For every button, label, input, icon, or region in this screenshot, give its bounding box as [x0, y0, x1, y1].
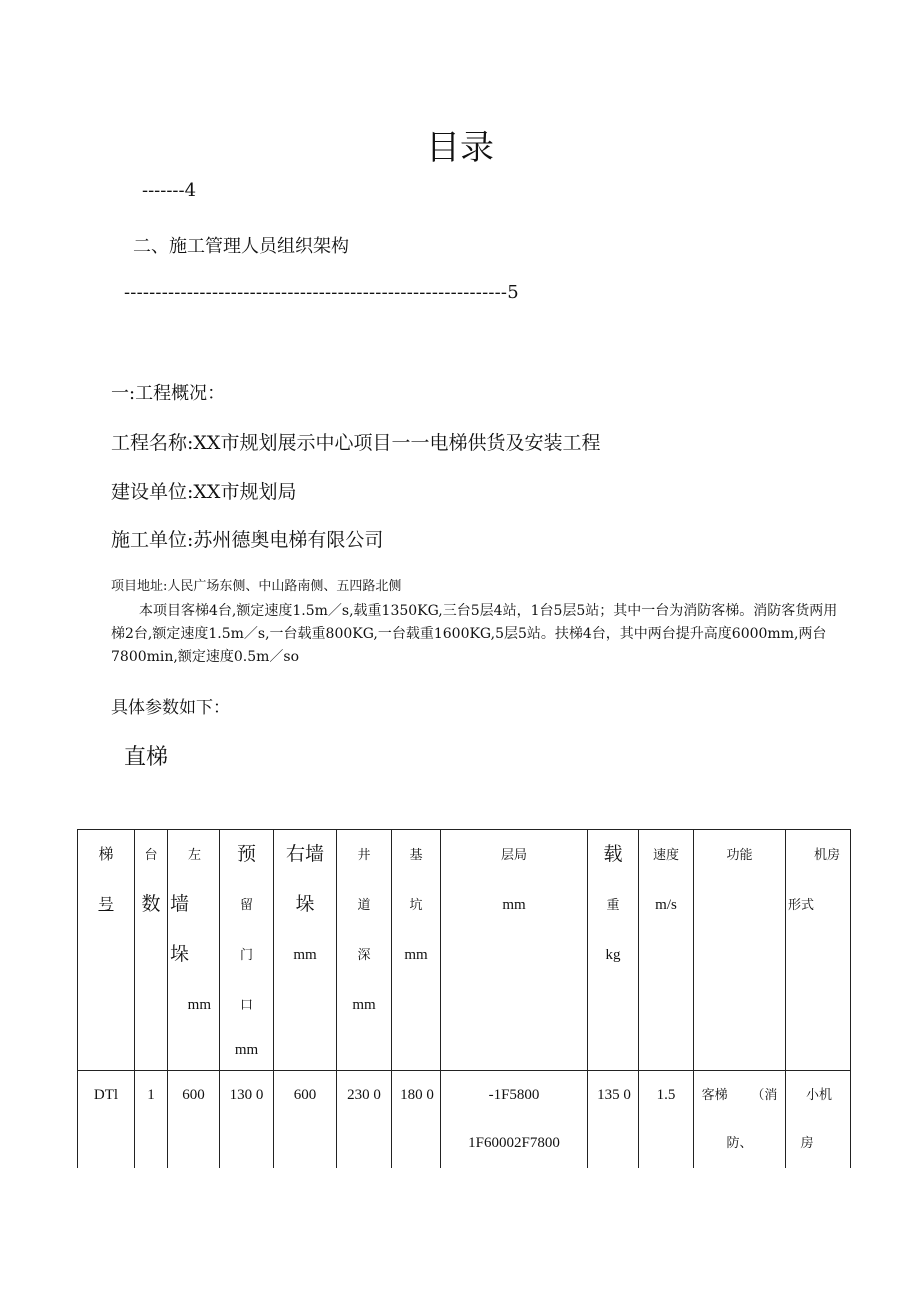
cell-text: 0	[373, 1087, 381, 1103]
header-text: 坑	[409, 897, 423, 912]
header-text: 左	[188, 847, 202, 862]
header-count	[135, 830, 168, 1071]
cell-text: 230	[347, 1087, 370, 1103]
contractor-unit: 施工单位:苏州德奥电梯有限公司	[111, 529, 384, 551]
header-text: mm	[352, 997, 376, 1013]
header-text: 台	[144, 847, 158, 862]
header-text: 层局	[500, 847, 527, 862]
cell-text: 房	[800, 1135, 814, 1150]
header-text: mm	[404, 947, 428, 963]
header-text: mm	[234, 1042, 259, 1058]
project-description: 本项目客梯4台,额定速度1.5m／s,载重1350KG,三台5层4站，1台5层5站；其中一台为消防客梯。消防客货两用梯2台,额定速度1.5m／s,一台载重800KG,一台载重1600KG,5层5站。扶梯4台，其中两台提升高度6000mm,两台7800min,额定速度0.5m／so	[111, 603, 838, 665]
header-shaft-depth	[337, 830, 392, 1071]
lift-heading: 直梯	[124, 745, 169, 770]
project-name: 工程名称:XX市规划展示中心项目一一电梯供货及安装工程	[111, 432, 601, 454]
header-door-opening	[220, 830, 274, 1071]
header-text: m/s	[655, 897, 677, 913]
cell-text: 客梯	[701, 1087, 728, 1102]
header-machine-room	[786, 830, 851, 1071]
cell-text: 小机	[805, 1087, 832, 1102]
header-text: 预	[236, 844, 256, 865]
header-text: 深	[357, 947, 371, 962]
cell-text: 1	[147, 1087, 155, 1103]
cell-text: 180	[400, 1087, 423, 1103]
header-text: mm	[293, 947, 317, 963]
header-text: 墙	[170, 894, 190, 915]
header-pit	[392, 830, 441, 1071]
cell-text: DTl	[93, 1087, 119, 1103]
cell-text: 135	[597, 1087, 620, 1103]
project-address: 项目地址:人民广场东侧、中山路南侧、五四路北侧	[111, 579, 402, 594]
header-text: 重	[606, 897, 620, 912]
header-lift-no	[78, 830, 135, 1071]
header-text: kg	[605, 947, 621, 963]
cell-text: （消防、	[726, 1087, 778, 1150]
header-text: 功能	[726, 847, 753, 862]
cell-text: -1F5800	[488, 1087, 540, 1103]
header-text: 垛	[295, 894, 315, 915]
header-text: mm	[187, 997, 211, 1013]
header-load	[588, 830, 639, 1071]
cell-text: 1F60002F7800	[468, 1135, 560, 1151]
header-text: mm	[502, 897, 526, 913]
cell-text: 600	[182, 1087, 205, 1103]
lift-parameter-table	[77, 829, 851, 1212]
page-bottom-blank	[0, 1168, 920, 1301]
header-text: 形式	[788, 897, 815, 912]
header-text: 基	[409, 847, 423, 862]
header-text: 速度	[652, 847, 679, 862]
header-left-wall	[168, 830, 220, 1071]
header-text: 留	[239, 897, 253, 912]
header-text: 载	[603, 844, 623, 865]
cell-text: 0	[255, 1087, 264, 1103]
cell-text: 1.5	[656, 1087, 676, 1103]
cell-text: 130	[229, 1087, 253, 1103]
header-speed	[639, 830, 694, 1071]
header-text: 数	[141, 894, 161, 915]
header-text: 机房	[813, 847, 840, 862]
toc-entry-leader: -------4	[142, 180, 197, 201]
header-text: 号	[98, 897, 114, 913]
cell-text: 0	[623, 1087, 631, 1103]
header-text: 垛	[170, 944, 190, 965]
header-text: 井	[357, 847, 371, 862]
builder-unit: 建设单位:XX市规划局	[111, 481, 297, 503]
header-text: 门	[239, 947, 253, 962]
header-right-wall	[274, 830, 337, 1071]
toc-entry-organization: 二、施工管理人员组织架构	[133, 236, 349, 257]
header-floor-height	[441, 830, 588, 1071]
section-heading: 一:工程概况：	[111, 383, 226, 404]
cell-text: 600	[293, 1087, 317, 1103]
header-text: 右墙	[285, 844, 324, 865]
toc-title: 目录	[426, 128, 494, 168]
header-text: 口	[239, 997, 253, 1012]
cell-text: 0	[426, 1087, 434, 1103]
header-text: 梯	[98, 847, 114, 863]
table-header-row	[78, 830, 851, 1071]
toc-entry-leader-page: -------------------------------------------------------------5	[124, 282, 519, 303]
header-function	[694, 830, 786, 1071]
params-heading: 具体参数如下：	[111, 698, 230, 718]
header-text: 道	[357, 897, 371, 912]
